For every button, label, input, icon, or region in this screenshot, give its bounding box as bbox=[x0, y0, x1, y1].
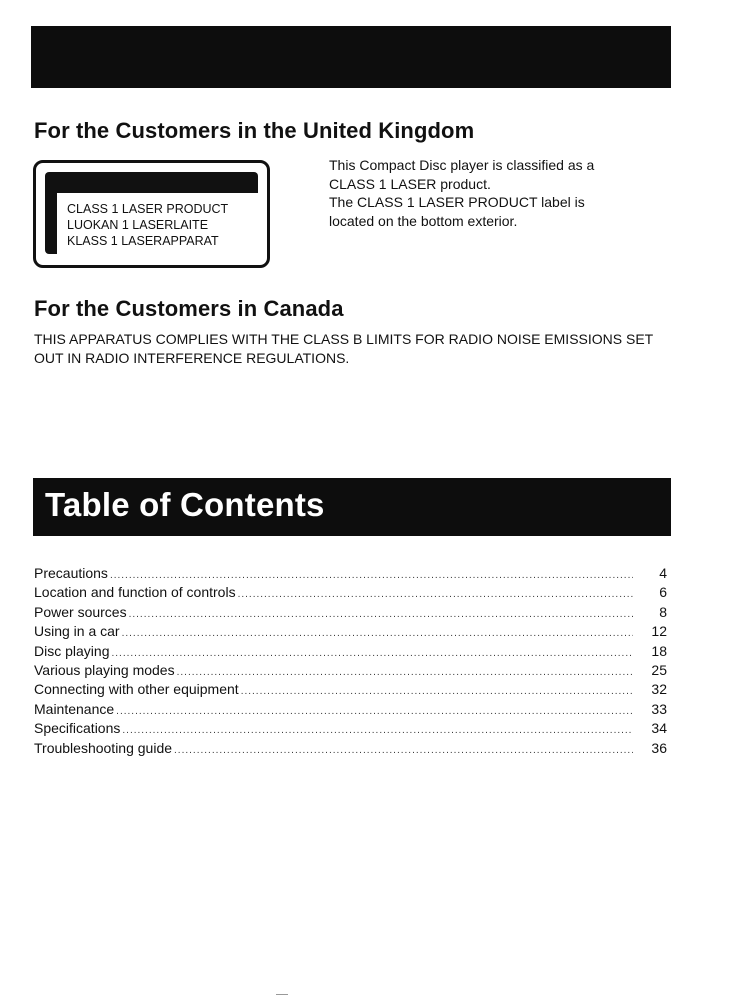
toc-entry[interactable] bbox=[34, 584, 667, 603]
laser-label-text-box bbox=[57, 193, 261, 258]
toc-entry[interactable] bbox=[34, 740, 667, 759]
toc-dot-leader bbox=[116, 706, 633, 717]
toc-dot-leader bbox=[129, 609, 633, 620]
toc-entry[interactable] bbox=[34, 604, 667, 623]
uk-description-line: The CLASS 1 LASER PRODUCT label is bbox=[329, 194, 585, 210]
laser-label-line: LUOKAN 1 LASERLAITE bbox=[67, 218, 209, 232]
canada-notice: THIS APPARATUS COMPLIES WITH THE CLASS B LIMITS FOR RADIO NOISE EMISSIONS SET OUT IN RADIO INTERFERENCE REGULATIONS. bbox=[34, 331, 653, 366]
toc-entry-label: Location and function of controls bbox=[34, 584, 236, 601]
uk-description-line: This Compact Disc player is classified as a bbox=[329, 157, 595, 173]
toc-dot-leader bbox=[174, 745, 633, 756]
toc-entry-page: 32 bbox=[651, 681, 667, 698]
toc-entry[interactable] bbox=[34, 565, 667, 584]
toc-entry-label: Connecting with other equipment bbox=[34, 681, 239, 698]
uk-description-line: CLASS 1 LASER product. bbox=[329, 175, 491, 192]
toc-entry-label: Power sources bbox=[34, 603, 127, 620]
laser-label-line: KLASS 1 LASERAPPARAT bbox=[67, 234, 219, 248]
uk-description-line: located on the bottom exterior. bbox=[329, 212, 518, 229]
header-black-bar bbox=[31, 26, 671, 88]
toc-list bbox=[34, 565, 667, 759]
toc-entry-page: 4 bbox=[659, 565, 667, 581]
toc-entry[interactable] bbox=[34, 720, 667, 739]
toc-dot-leader bbox=[111, 648, 633, 659]
uk-description bbox=[329, 156, 669, 230]
toc-entry-page: 25 bbox=[651, 661, 667, 678]
toc-entry-label: Troubleshooting guide bbox=[34, 739, 173, 756]
toc-dot-leader bbox=[238, 589, 633, 600]
toc-entry[interactable] bbox=[34, 681, 667, 700]
toc-entry-page: 33 bbox=[651, 700, 667, 717]
toc-entry-label: Maintenance bbox=[34, 700, 115, 717]
laser-product-label bbox=[33, 160, 270, 268]
toc-entry-page: 6 bbox=[659, 584, 667, 601]
page-footer-mark bbox=[276, 994, 288, 995]
toc-title: Table of Contents bbox=[45, 486, 325, 523]
laser-label-line: CLASS 1 LASER PRODUCT bbox=[67, 202, 229, 216]
toc-entry-label: Disc playing bbox=[34, 642, 110, 659]
toc-entry[interactable] bbox=[34, 701, 667, 720]
toc-dot-leader bbox=[177, 667, 633, 678]
toc-entry-page: 18 bbox=[651, 642, 667, 659]
uk-section-heading: For the Customers in the United Kingdom bbox=[34, 118, 475, 143]
toc-dot-leader bbox=[110, 570, 633, 581]
toc-entry-label: Various playing modes bbox=[34, 661, 175, 678]
canada-section-heading: For the Customers in Canada bbox=[34, 296, 344, 321]
toc-entry[interactable] bbox=[34, 662, 667, 681]
toc-dot-leader bbox=[122, 628, 633, 639]
toc-entry-page: 8 bbox=[659, 603, 667, 620]
toc-dot-leader bbox=[122, 725, 633, 736]
toc-entry[interactable] bbox=[34, 643, 667, 662]
toc-entry-page: 36 bbox=[651, 739, 667, 756]
toc-entry[interactable] bbox=[34, 623, 667, 642]
toc-title-bar bbox=[33, 478, 671, 536]
toc-entry-label: Using in a car bbox=[34, 623, 120, 640]
toc-entry-label: Precautions bbox=[34, 565, 108, 581]
toc-entry-page: 12 bbox=[651, 623, 667, 640]
toc-entry-page: 34 bbox=[651, 720, 667, 737]
toc-entry-label: Specifications bbox=[34, 720, 121, 737]
toc-dot-leader bbox=[241, 686, 633, 697]
